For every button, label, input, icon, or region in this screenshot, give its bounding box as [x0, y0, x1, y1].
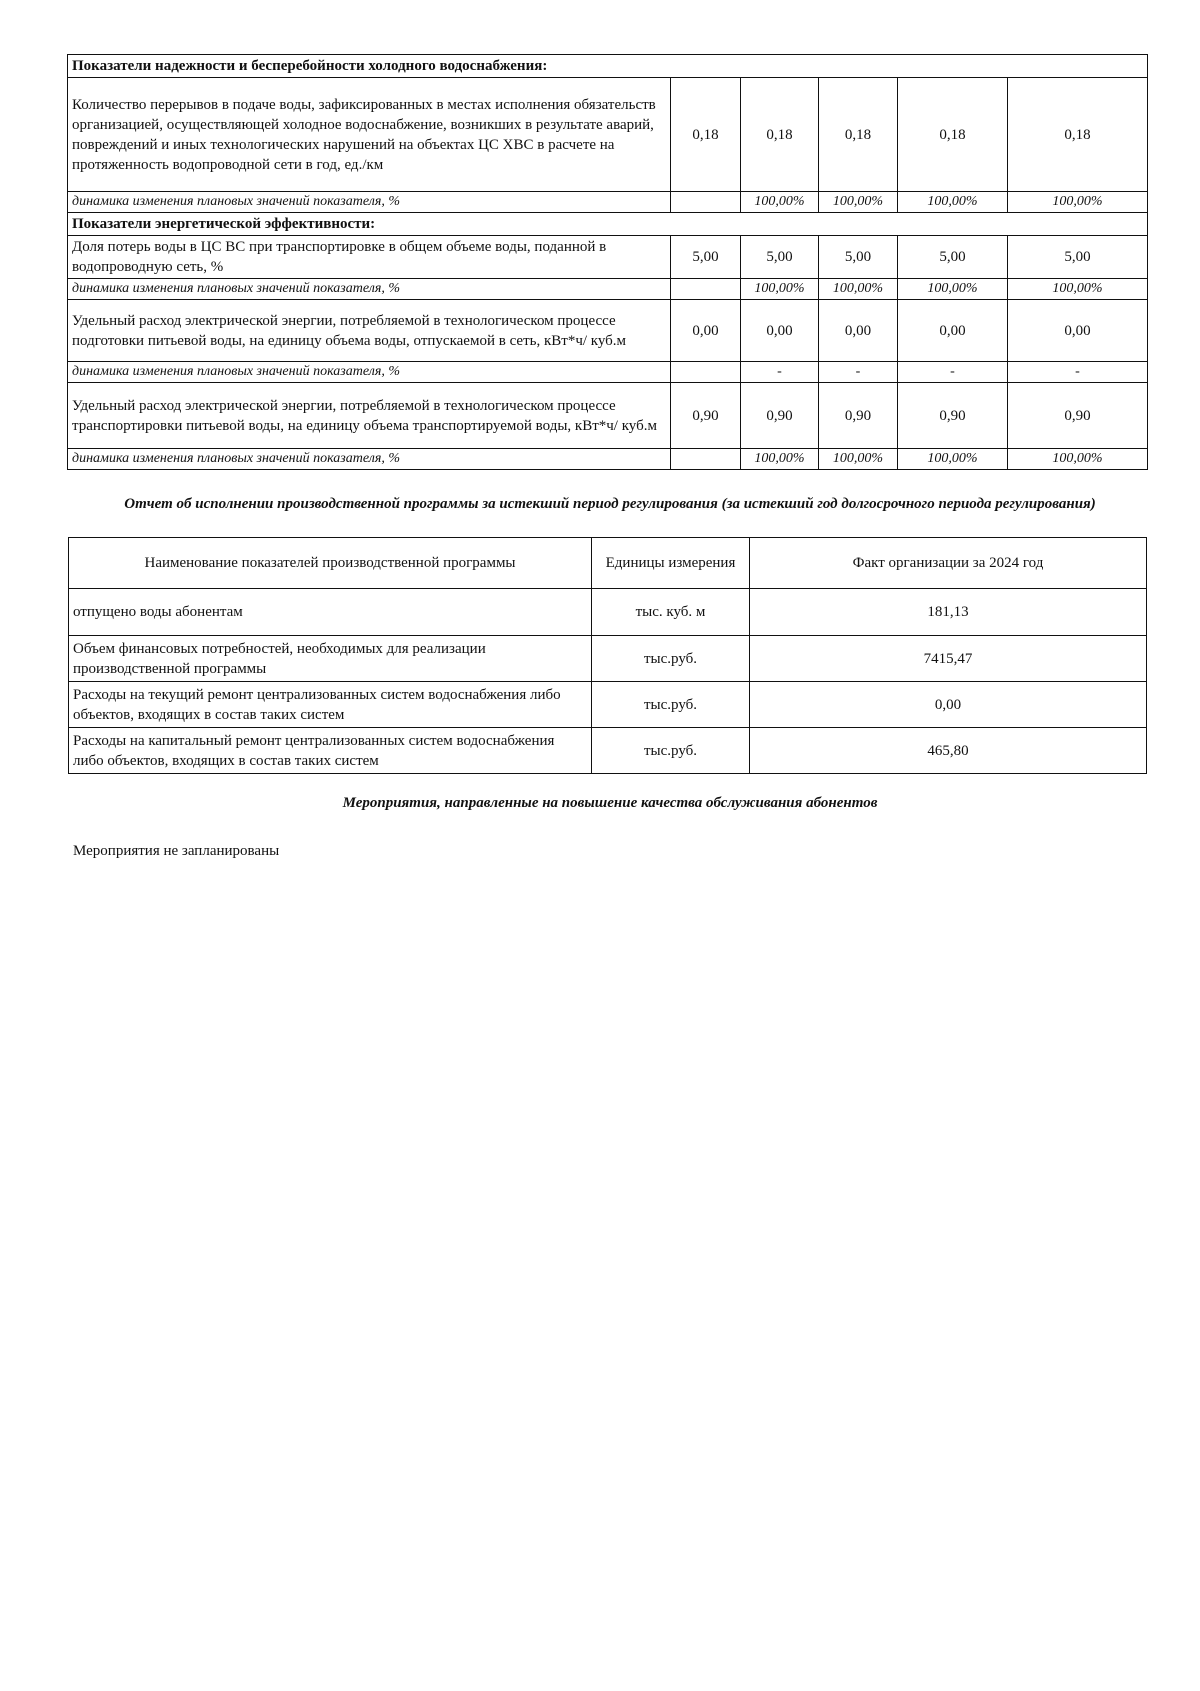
dynamics-value: [671, 362, 741, 383]
indicator-value: 0,00: [898, 300, 1008, 362]
report-header-row: [69, 538, 1147, 589]
report-row-fact: 181,13: [750, 589, 1147, 636]
dynamics-value: 100,00%: [819, 449, 898, 470]
table-row: [68, 236, 1148, 279]
report-row-name: Расходы на капитальный ремонт централизованных систем водоснабжения либо объектов, входящих в состав таких систем: [69, 728, 592, 774]
dynamics-label: динамика изменения плановых значений показателя, %: [68, 362, 671, 383]
measures-title: Мероприятия, направленные на повышение качества обслуживания абонентов: [342, 795, 878, 811]
dynamics-value: -: [898, 362, 1008, 383]
column-header-unit: Единицы измерения: [592, 538, 750, 589]
column-header-fact: Факт организации за 2024 год: [750, 538, 1147, 589]
indicator-value: 5,00: [1008, 236, 1148, 279]
indicator-value: 0,00: [741, 300, 819, 362]
indicator-value: 0,90: [741, 383, 819, 449]
indicator-name: Удельный расход электрической энергии, потребляемой в технологическом процессе транспортировки питьевой воды, на единицу объема транспортируемой воды, кВт*ч/ куб.м: [68, 383, 671, 449]
indicator-value: 0,18: [898, 78, 1008, 192]
indicator-value: 0,00: [819, 300, 898, 362]
report-row-unit: тыс.руб.: [592, 682, 750, 728]
dynamics-row: [68, 279, 1148, 300]
report-row-fact: 0,00: [750, 682, 1147, 728]
dynamics-value: -: [819, 362, 898, 383]
table-row: [69, 589, 1147, 636]
dynamics-value: [671, 279, 741, 300]
section-header-reliability: Показатели надежности и бесперебойности холодного водоснабжения:: [68, 55, 1148, 78]
dynamics-value: [671, 192, 741, 213]
dynamics-value: 100,00%: [1008, 449, 1148, 470]
dynamics-value: 100,00%: [741, 192, 819, 213]
dynamics-value: 100,00%: [819, 192, 898, 213]
indicator-value: 5,00: [819, 236, 898, 279]
table-row: [68, 300, 1148, 362]
indicator-value: 0,18: [741, 78, 819, 192]
table-row: [68, 78, 1148, 192]
report-title: Отчет об исполнении производственной программы за истекший период регулирования (за истекший год долгосрочного периода регулирования): [124, 496, 1096, 512]
indicator-value: 0,90: [898, 383, 1008, 449]
section-header-row: [68, 55, 1148, 78]
report-row-fact: 465,80: [750, 728, 1147, 774]
report-row-name: Расходы на текущий ремонт централизованных систем водоснабжения либо объектов, входящих в состав таких систем: [69, 682, 592, 728]
indicator-value: 0,90: [819, 383, 898, 449]
indicators-table: [67, 54, 1148, 470]
dynamics-value: -: [1008, 362, 1148, 383]
dynamics-value: 100,00%: [898, 449, 1008, 470]
section-header-row: [68, 213, 1148, 236]
dynamics-label: динамика изменения плановых значений показателя, %: [68, 449, 671, 470]
column-header-name: Наименование показателей производственной программы: [69, 538, 592, 589]
indicator-name: Количество перерывов в подаче воды, зафиксированных в местах исполнения обязательств организацией, осуществляющей холодное водоснабжение, возникших в результате аварий, повреждений и иных технологических нарушений на объектах ЦС ХВС в расчете на протяженность водопроводной сети в год, ед./км: [68, 78, 671, 192]
indicator-name: Доля потерь воды в ЦС ВС при транспортировке в общем объеме воды, поданной в водопроводную сеть, %: [68, 236, 671, 279]
indicator-name: Удельный расход электрической энергии, потребляемой в технологическом процессе подготовки питьевой воды, на единицу объема воды, отпускаемой в сеть, кВт*ч/ куб.м: [68, 300, 671, 362]
table-row: [69, 636, 1147, 682]
table-row: [69, 682, 1147, 728]
dynamics-label: динамика изменения плановых значений показателя, %: [68, 279, 671, 300]
table-row: [68, 383, 1148, 449]
report-row-fact: 7415,47: [750, 636, 1147, 682]
section-header-energy: Показатели энергетической эффективности:: [68, 213, 1148, 236]
report-table: [68, 537, 1147, 774]
report-row-name: отпущено воды абонентам: [69, 589, 592, 636]
dynamics-value: 100,00%: [1008, 279, 1148, 300]
indicator-value: 0,18: [819, 78, 898, 192]
table-row: [69, 728, 1147, 774]
dynamics-value: 100,00%: [1008, 192, 1148, 213]
dynamics-value: -: [741, 362, 819, 383]
indicator-value: 0,00: [1008, 300, 1148, 362]
dynamics-label: динамика изменения плановых значений показателя, %: [68, 192, 671, 213]
indicator-value: 0,90: [1008, 383, 1148, 449]
indicator-value: 0,18: [1008, 78, 1148, 192]
dynamics-value: 100,00%: [741, 449, 819, 470]
report-row-unit: тыс.руб.: [592, 636, 750, 682]
indicator-value: 0,00: [671, 300, 741, 362]
indicator-value: 0,90: [671, 383, 741, 449]
indicator-value: 0,18: [671, 78, 741, 192]
indicator-value: 5,00: [741, 236, 819, 279]
dynamics-value: 100,00%: [898, 192, 1008, 213]
dynamics-row: [68, 362, 1148, 383]
dynamics-value: [671, 449, 741, 470]
report-row-name: Объем финансовых потребностей, необходимых для реализации производственной программы: [69, 636, 592, 682]
dynamics-value: 100,00%: [819, 279, 898, 300]
dynamics-value: 100,00%: [741, 279, 819, 300]
indicator-value: 5,00: [898, 236, 1008, 279]
report-row-unit: тыс. куб. м: [592, 589, 750, 636]
indicator-value: 5,00: [671, 236, 741, 279]
report-row-unit: тыс.руб.: [592, 728, 750, 774]
dynamics-row: [68, 449, 1148, 470]
dynamics-value: 100,00%: [898, 279, 1008, 300]
measures-text: Мероприятия не запланированы: [73, 843, 280, 859]
dynamics-row: [68, 192, 1148, 213]
